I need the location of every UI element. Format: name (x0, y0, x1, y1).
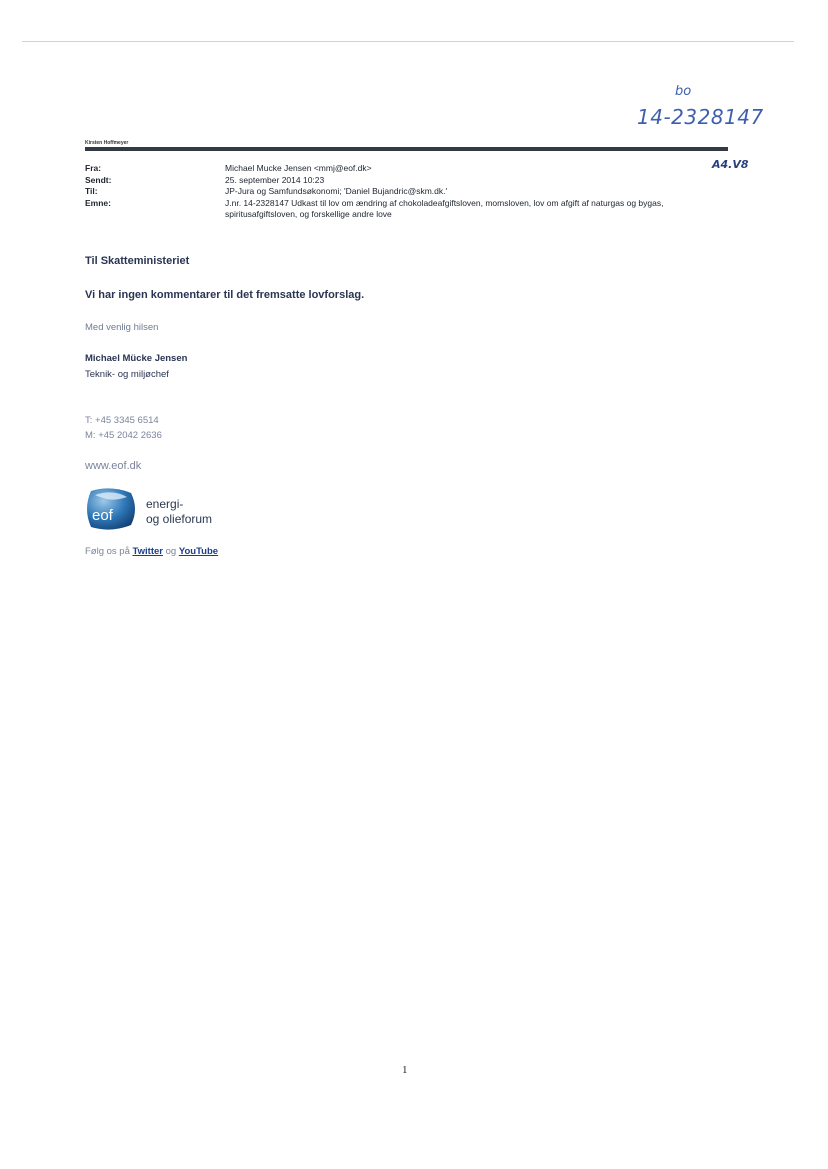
header-label: Til: (85, 186, 98, 196)
handwritten-note: A4.V8 (712, 158, 749, 171)
signature-website: www.eof.dk (85, 460, 142, 472)
signature-name: Michael Mücke Jensen (85, 353, 188, 364)
email-header (85, 163, 725, 221)
handwritten-initials: bo (675, 84, 692, 99)
header-value: JP-Jura og Samfundsøkonomi; 'Daniel Bujandric@skm.dk.' (225, 186, 448, 196)
header-label: Sendt: (85, 174, 112, 185)
follow-line (85, 546, 218, 557)
header-label: Emne: (85, 197, 111, 208)
youtube-link[interactable]: YouTube (178, 546, 219, 557)
greeting: Til Skatteministeriet (85, 255, 190, 267)
follow-joiner: og (165, 546, 177, 557)
signature-title: Teknik- og miljøchef (85, 369, 169, 380)
signature-phone-m: M: +45 2042 2636 (85, 430, 162, 441)
header-value: J.nr. 14-2328147 Udkast til lov om ændring af chokoladeafgiftsloven, momsloven, lov om afgift af naturgas og bygas, spiritusafgiftsloven, og forskellige andre love (225, 197, 664, 219)
twitter-link[interactable]: Twitter (132, 546, 163, 557)
follow-prefix: Følg os på (85, 546, 130, 557)
header-to (85, 186, 725, 198)
header-rule (85, 147, 728, 151)
page-number: 1 (402, 1064, 408, 1076)
logo-mark-text: eof (92, 507, 113, 524)
handwritten-case-number: 14-2328147 (637, 105, 764, 129)
scan-edge-line (22, 41, 794, 42)
header-subject (85, 198, 725, 221)
eof-logo-icon (85, 487, 137, 531)
header-from (85, 163, 725, 175)
printed-by-name: Kirsten Hoffmeyer (85, 140, 129, 146)
message-text: Vi har ingen kommentarer til det fremsatte lovforslag. (85, 289, 365, 301)
header-label: Fra: (85, 163, 102, 173)
signature-phone-t: T: +45 3345 6514 (85, 415, 159, 426)
eof-logo (85, 487, 265, 531)
header-sent (85, 175, 725, 187)
header-value: Michael Mucke Jensen <mmj@eof.dk> (225, 163, 372, 173)
logo-text-line1: energi- (146, 497, 184, 511)
logo-text-line2: og olieforum (146, 512, 213, 526)
regards: Med venlig hilsen (85, 322, 159, 333)
header-value: 25. september 2014 10:23 (225, 174, 325, 185)
